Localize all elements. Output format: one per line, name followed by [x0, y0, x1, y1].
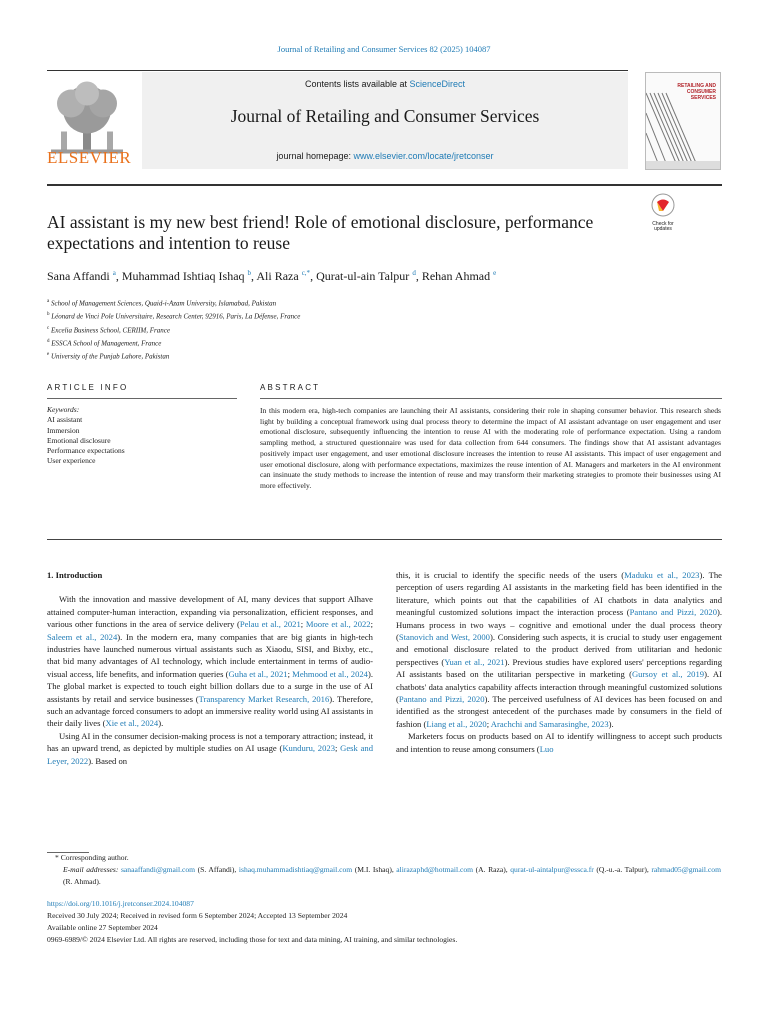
- body-text: (Q.-u.-a. Talpur),: [593, 865, 652, 874]
- author-affil-marker[interactable]: b: [247, 269, 252, 277]
- elsevier-wordmark[interactable]: ELSEVIER: [47, 148, 132, 167]
- body-text: ). The global market is expected to touch eight billion dollars due to a surge in the use of AI assistants by retail and service businesses (: [47, 668, 373, 704]
- author-affil-marker[interactable]: d: [412, 269, 416, 277]
- copyright-line: 0969-6989/© 2024 Elsevier Ltd. All rights are reserved, including those for text and data mining, AI training, and similar technologies.: [47, 935, 458, 944]
- affiliation-marker: a: [47, 299, 50, 304]
- author-name: Ali Raza: [256, 269, 299, 283]
- author-name: Muhammad Ishtiaq Ishaq: [121, 269, 245, 283]
- body-text: ;: [370, 619, 373, 630]
- received-dates: Received 30 July 2024; Received in revised form 6 September 2024; Accepted 13 September 2024: [47, 911, 348, 920]
- article-info-heading: ARTICLE INFO: [47, 383, 129, 392]
- keyword-item: Emotional disclosure: [47, 435, 111, 445]
- abstract-rule: [260, 398, 722, 399]
- journal-cover-thumbnail[interactable]: [645, 72, 721, 170]
- homepage-line: [142, 151, 628, 161]
- citation-link[interactable]: Guha et al., 2021: [228, 668, 288, 679]
- author-name: Sana Affandi: [47, 269, 110, 283]
- abstract-text: In this modern era, high-tech companies are launching their AI assistants, considering their role in shaping consumer behavior. This research sheds light by building a conceptual framework using dual process theory to determine the impact of AI assistant advantage on user engagement and user emotional disclosure, subsequently influencing the intention to reuse AI with the moderating role of performance expectation. Using a random sampling method, a structured questionnaire was used for data collection from 644 consumers. The findings show that AI assistant advantages positively impact user engagement, and user emotional disclosure increases the intention to reuse AI assistants. This impact of user engagement and user emotional disclosure, along with performance expectations, maximizes the reuse intention of AI. Managers and marketers in the AI environment can insinuate the study methods to increase the intention of reuse and may transform their marketing strategies to promote their businesses using AI more effectively.: [260, 406, 721, 490]
- author-name: Rehan Ahmad: [421, 269, 491, 283]
- citation-link[interactable]: Yuan et al., 2021: [444, 656, 505, 667]
- keyword-item: Performance expectations: [47, 446, 125, 456]
- intro-paragraph-3: [396, 569, 722, 730]
- contents-prefix: Contents lists available at: [304, 79, 410, 89]
- intro-paragraph-1: [47, 593, 373, 729]
- affiliation-item: [47, 296, 727, 309]
- body-text: Using AI in the consumer decision-making process is not a temporary attraction; instead, it has an upward trend, as depicted by multiple studies on AI usage (: [47, 730, 373, 754]
- sciencedirect-link[interactable]: ScienceDirect: [409, 79, 466, 89]
- citation-link[interactable]: Saleem et al., 2024: [47, 631, 118, 642]
- abstract-bottom-rule: [47, 539, 722, 540]
- body-text: With the innovation and massive development of AI, many devices that support AIhave attained computer-human interaction, expanding via personalization, efficient responses, and various other functions in the area of service delivery (: [47, 594, 373, 630]
- citation-link[interactable]: Pantano and Pizzi, 2020: [629, 607, 717, 618]
- contents-line: [142, 79, 628, 89]
- citation-link[interactable]: ishaq.muhammadishtiaq@gmail.com: [238, 865, 353, 874]
- affiliation-item: [47, 336, 727, 349]
- keyword-item: Immersion: [47, 425, 80, 435]
- body-text: ). Humans process in two ways – cognitive and emotional under the dual process theory (: [396, 607, 723, 643]
- body-text: ). The perceived usefulness of AI devices has been focused on and identified as the strongest antecedent of the purchases made by consumers in the field of fashion (: [396, 694, 722, 729]
- citation-link[interactable]: Gesk and Leyer, 2022: [47, 743, 373, 766]
- affiliation-list: [47, 296, 727, 363]
- check-updates-icon: [647, 193, 679, 217]
- keywords-label: Keywords:: [47, 405, 80, 414]
- author-affil-marker[interactable]: c,*: [301, 269, 311, 277]
- section-heading-introduction: 1. Introduction: [47, 570, 103, 580]
- body-text: ). Based on: [88, 755, 128, 766]
- affiliation-text: Léonard de Vinci Pole Universitaire, Research Center, 92916, Paris, La Défense, France: [51, 312, 301, 321]
- citation-link[interactable]: Pelau et al., 2021: [239, 619, 301, 630]
- author-list: Sana Affandi $^a$, Muhammad Ishtiaq Ishaq $^b$, Ali Raza $^{c,*}$, Qurat-ul-ain Talpur $^d$, Rehan Ahmad $^e$: [47, 269, 497, 283]
- body-text: ;: [300, 619, 306, 630]
- citation-link[interactable]: Arachchi and Samarasinghe, 2023: [490, 718, 609, 729]
- keyword-item: AI assistant: [47, 415, 83, 425]
- email-label: E-mail addresses:: [63, 865, 119, 874]
- body-text: ). The perception of users regarding AI assistants in the marketing field has been identified in the literature, which points out that the capabilities of AI chatbots in data analytics and meaningful customized solutions impact the interaction process (: [396, 570, 722, 618]
- check-updates-label: Check for updates: [652, 221, 674, 232]
- citation-link[interactable]: sanaaffandi@gmail.com: [120, 865, 196, 874]
- affiliation-marker: d: [47, 338, 50, 344]
- citation-link[interactable]: Luo: [539, 743, 554, 754]
- citation-link[interactable]: rahmad05@gmail.com: [651, 865, 721, 874]
- article-title: AI assistant is my new best friend! Role of emotional disclosure, performance expectations and intention to reuse: [47, 212, 594, 253]
- journal-title: Journal of Retailing and Consumer Services: [230, 106, 540, 126]
- citation-link[interactable]: Liang et al., 2020: [426, 718, 487, 729]
- citation-link[interactable]: Xie et al., 2024: [105, 718, 159, 729]
- body-text: ). Therefore, such an advantage forced consumers to adopt an immersive reality world using AI assistants in their daily lives (: [47, 693, 374, 729]
- citation-link[interactable]: qurat-ul-aintalpur@essca.fr: [510, 865, 594, 874]
- body-text: ;: [287, 668, 293, 679]
- body-text: ;: [486, 718, 491, 729]
- journal-reference[interactable]: Journal of Retailing and Consumer Services 82 (2025) 104087: [277, 44, 491, 54]
- affiliation-text: School of Management Sciences, Quaid-i-Azam University, Islamabad, Pakistan: [50, 299, 277, 308]
- homepage-prefix: journal homepage:: [276, 151, 354, 161]
- citation-link[interactable]: Stanovich and West, 2000: [398, 632, 490, 643]
- intro-paragraph-2: [47, 730, 373, 767]
- header-top-rule: [47, 70, 628, 71]
- affiliation-text: University of the Punjab Lahore, Pakistan: [50, 352, 170, 361]
- affiliation-item: [47, 309, 727, 322]
- homepage-link[interactable]: www.elsevier.com/locate/jretconser: [353, 151, 494, 161]
- body-text: ;: [335, 743, 341, 754]
- cover-title: RETAILING AND CONSUMER SERVICES: [677, 83, 716, 101]
- citation-link[interactable]: Gursoy et al., 2019: [631, 669, 705, 680]
- affiliation-item: [47, 349, 727, 362]
- citation-link[interactable]: Maduku et al., 2023: [624, 570, 700, 580]
- citation-link[interactable]: Transparency Market Research, 2016: [198, 693, 330, 704]
- header-bottom-rule: [47, 184, 722, 186]
- author-name: Qurat-ul-ain Talpur: [316, 269, 410, 283]
- citation-link[interactable]: Kunduru, 2023: [282, 743, 335, 754]
- right-column: [396, 569, 722, 755]
- citation-link[interactable]: Moore et al., 2022: [305, 619, 371, 630]
- author-affil-marker[interactable]: e: [493, 269, 497, 277]
- body-text: (M.I. Ishaq),: [352, 865, 397, 874]
- doi-link[interactable]: [47, 898, 722, 910]
- article-info-rule: [47, 398, 237, 399]
- keywords-block: [47, 405, 237, 467]
- affiliation-marker: b: [47, 312, 50, 318]
- author-affil-marker[interactable]: a: [112, 269, 116, 277]
- keyword-item: User experience: [47, 456, 96, 466]
- body-text: ). Previous studies have explored users' perceptions regarding AI assistants based on the utilitarian perspective in marketing (: [396, 656, 723, 680]
- affiliation-item: [47, 323, 727, 336]
- body-text: ). In the modern era, many companies that are big giants in high-tech industries have launched numerous virtual assistants such as Xiaodu, SISI, and Bixby, etc., that bid many advantages of AI technology, which include entertainment in terms of audio-visual access, life benefits, and information queries (: [47, 631, 373, 679]
- body-text: this, it is crucial to identify the specific needs of the users (: [396, 570, 625, 580]
- doi-text[interactable]: https://doi.org/10.1016/j.jretconser.2024.104087: [47, 899, 194, 908]
- citation-link[interactable]: Mehmood et al., 2024: [292, 668, 368, 679]
- corresponding-author-note: * Corresponding author.: [55, 853, 129, 862]
- body-text: Marketers focus on products based on AI to identify willingness to accept such products and intention to reuse among consumers (: [396, 731, 722, 754]
- affiliation-marker: c: [47, 325, 50, 331]
- body-text: ).: [608, 718, 614, 729]
- body-text: (R. Ahmad).: [63, 876, 101, 886]
- email-addresses: [63, 864, 721, 887]
- affiliation-text: Excelia Business School, CERIIM, France: [50, 325, 170, 334]
- body-text: (S. Affandi),: [195, 865, 239, 874]
- available-online: Available online 27 September 2024: [47, 923, 158, 932]
- intro-paragraph-4: [396, 730, 722, 755]
- left-column: [47, 569, 373, 767]
- citation-link[interactable]: alirazaphd@hotmail.com: [396, 865, 474, 874]
- affiliation-marker: e: [47, 352, 50, 358]
- check-for-updates-button[interactable]: [647, 193, 679, 232]
- affiliation-text: ESSCA School of Management, France: [51, 339, 162, 348]
- body-text: ). AI chatbots' data analytics capability affects interaction through meaningful customized solutions (: [396, 669, 722, 705]
- body-text: ).: [158, 718, 164, 729]
- citation-link[interactable]: Pantano and Pizzi, 2020: [398, 694, 485, 705]
- body-text: (A. Raza),: [473, 865, 511, 874]
- body-text: ). Considering such aspects, it is crucial to study user engagement and emotional disclosure related to the product derived from utilitarian and hedonic perspectives (: [396, 632, 723, 667]
- email-list: [63, 865, 721, 886]
- abstract-heading: ABSTRACT: [260, 383, 321, 392]
